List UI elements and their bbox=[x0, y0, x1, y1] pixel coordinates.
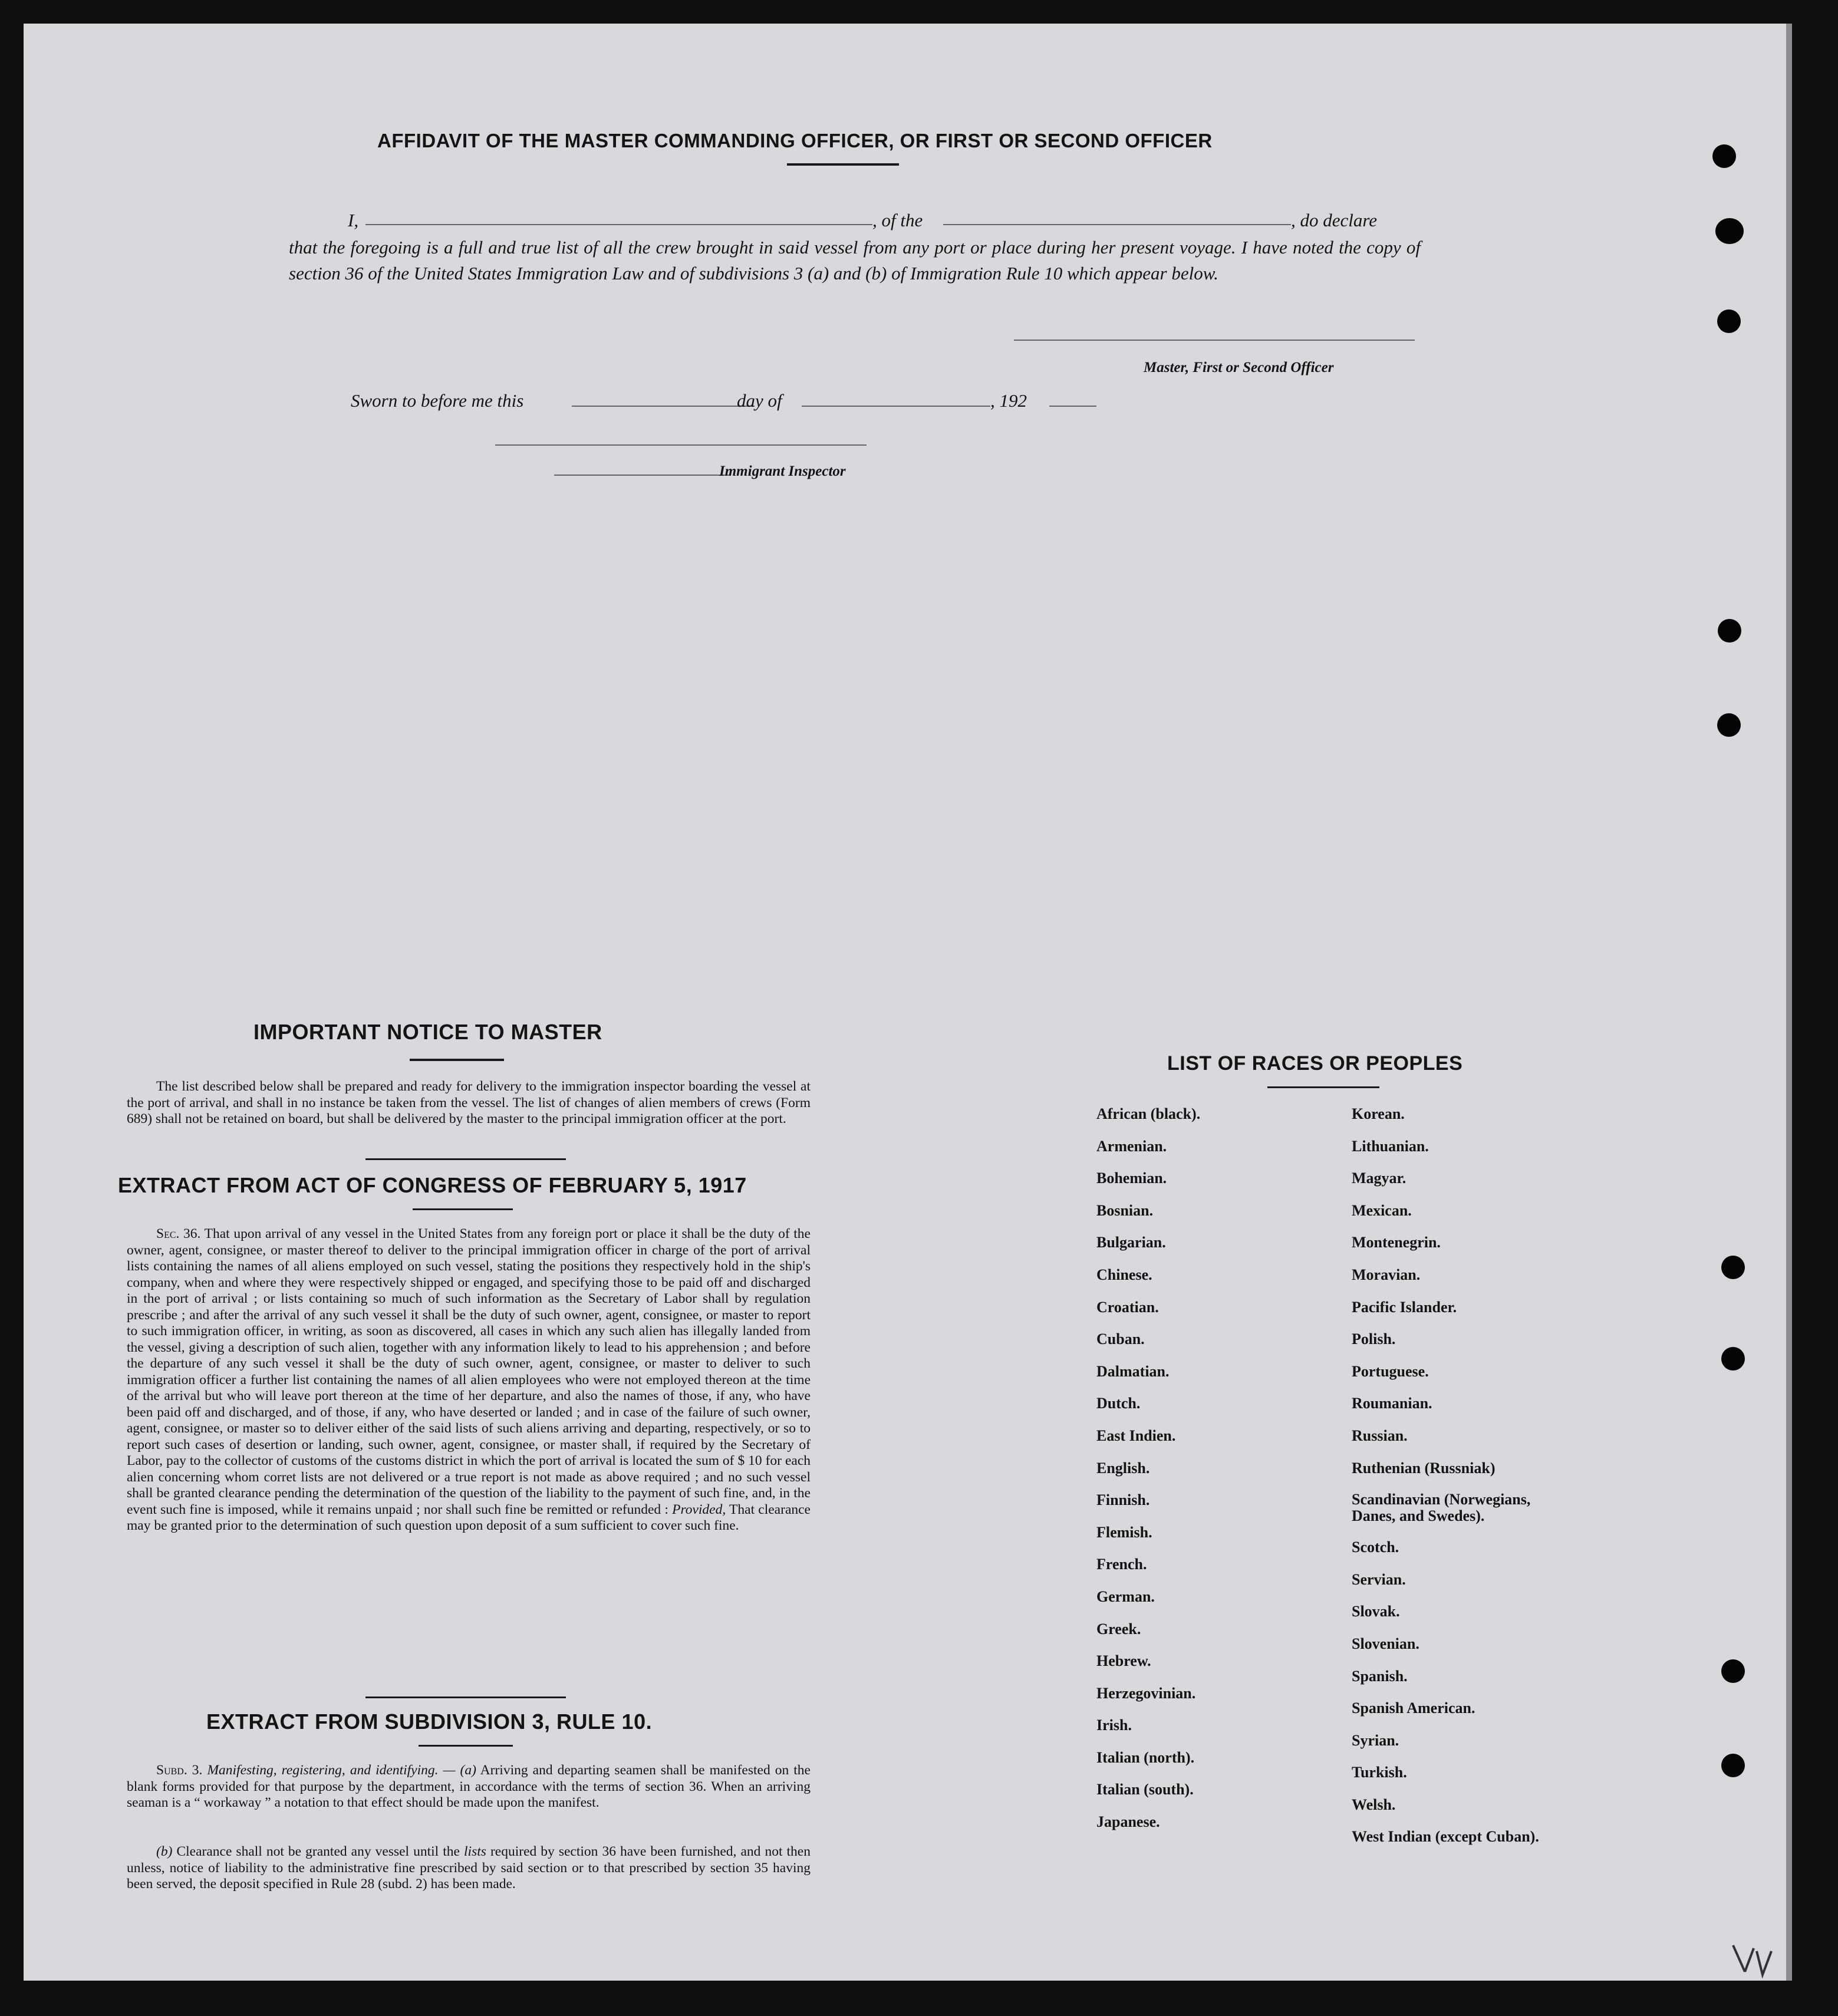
extract-rule-part-b: (b) Clearance shall not be granted any vessel until the lists required by section 36 have been furnished, and not then unless, notice of liability to the administrative fine prescribed by said section or to that prescribed by section 35 having been served, the deposit specified in Rule 28 (subd. 2) has been made. bbox=[127, 1844, 811, 1892]
race-item: Servian. bbox=[1352, 1570, 1406, 1588]
races-right-column bbox=[1352, 1105, 1576, 1860]
races-left-column bbox=[1096, 1105, 1200, 1846]
race-item: Slovak. bbox=[1352, 1603, 1400, 1620]
name-blank[interactable] bbox=[365, 224, 872, 225]
race-item: Moravian. bbox=[1352, 1266, 1421, 1283]
races-underline bbox=[1267, 1086, 1379, 1088]
race-item: Armenian. bbox=[1096, 1137, 1167, 1155]
extract-act-body: Sec. 36. That upon arrival of any vessel in the United States from any foreign port or place it shall be the duty of the owner, agent, consignee, or master thereof to deliver to the principal immigration officer in charge of the port of arrival lists containing the names of all aliens employed on such vessel, stating the positions they respectively hold in the ship's company, when and where they were respectively shipped or engaged, and specifying those to be paid off and discharged in the port of arrival ; or lists containing so much of such information as the Secretary of Labor shall by regulation prescribe ; and after the arrival of any such vessel it shall be the duty of such owner, agent, consignee, or master to report to such immigration officer, in writing, as soon as discovered, all cases in which any such alien has illegally landed from the vessel, giving a description of such alien, together with any information likely to lead to his apprehension ; and before the departure of any such vessel it shall be the duty of such owner, agent, consignee, or master to deliver to such immigration officer a further list containing the names of all alien employees who were not employed thereon at the time of the arrival but who will leave port thereon at the time of her departure, and also the names of those, if any, who have been paid off and discharged, and of those, if any, who have deserted or landed ; and in case of the failure of such owner, agent, consignee, or master so to deliver either of the said lists of such aliens arriving and departing, respectively, or so to report such cases of desertion or landing, such owner, agent, consignee, or master shall, if required by the Secretary of Labor, pay to the collector of customs of the customs district in which the port of arrival is located the sum of $ 10 for each alien concerning whom corret lists are not delivered or a true report is not made as above required ; and no such vessel shall be granted clearance pending the determination of the question of the liability to the payment of such fine, and, in the event such fine is imposed, while it remains unpaid ; nor shall such fine be remitted or refunded : Provided, That clearance may be granted prior to the determination of such question upon deposit of a sum sufficient to cover such fine. bbox=[127, 1226, 811, 1533]
punch-hole bbox=[1721, 1659, 1745, 1683]
affidavit-title: AFFIDAVIT OF THE MASTER COMMANDING OFFICER, OR FIRST OR SECOND OFFICER bbox=[377, 130, 1213, 151]
race-item: Spanish American. bbox=[1352, 1699, 1475, 1717]
notice-title: IMPORTANT NOTICE TO MASTER bbox=[253, 1020, 602, 1044]
race-item: Dutch. bbox=[1096, 1395, 1141, 1412]
extract-act-divider bbox=[365, 1697, 566, 1698]
race-item: Croatian. bbox=[1096, 1298, 1159, 1316]
race-item: Herzegovinian. bbox=[1096, 1684, 1196, 1702]
notice-underline bbox=[410, 1059, 504, 1061]
affidavit-of-the-label: , of the bbox=[872, 210, 923, 230]
extract-rule-title: EXTRACT FROM SUBDIVISION 3, RULE 10. bbox=[206, 1709, 653, 1734]
race-item: Italian (north). bbox=[1096, 1748, 1195, 1766]
race-item: Flemish. bbox=[1096, 1523, 1152, 1541]
race-item: Polish. bbox=[1352, 1330, 1396, 1348]
race-item: Syrian. bbox=[1352, 1731, 1399, 1749]
race-item: Irish. bbox=[1096, 1717, 1132, 1734]
affidavit-do-declare: , do declare bbox=[1291, 210, 1378, 230]
race-item: Ruthenian (Russniak) bbox=[1352, 1459, 1496, 1477]
punch-hole bbox=[1718, 619, 1741, 643]
race-item: Finnish. bbox=[1096, 1491, 1150, 1509]
inspector-short-line bbox=[554, 475, 731, 476]
race-item: Slovenian. bbox=[1352, 1635, 1419, 1652]
race-item: African (black). bbox=[1096, 1105, 1201, 1122]
race-item: Magyar. bbox=[1352, 1170, 1407, 1187]
sworn-year-blank[interactable] bbox=[1049, 406, 1096, 407]
inspector-signature-line[interactable] bbox=[495, 444, 867, 446]
affidavit-body: that the foregoing is a full and true list of all the crew brought in said vessel from any port or place during her present voyage. I have noted the copy of section 36 of the United States Immigration Law and of subdivisions 3 (a) and (b) of Immigration Rule 10 which appear below. bbox=[289, 237, 1421, 284]
race-item: Greek. bbox=[1096, 1620, 1141, 1638]
race-item: Portuguese. bbox=[1352, 1362, 1429, 1380]
race-item: Bosnian. bbox=[1096, 1201, 1154, 1219]
race-item: Spanish. bbox=[1352, 1667, 1408, 1685]
race-item: Turkish. bbox=[1352, 1764, 1407, 1781]
handwritten-mark bbox=[1727, 1939, 1780, 1981]
extract-rule-part-a: Subd. 3. Manifesting, registering, and identifying. — (a) Arriving and departing seamen shall be manifested on the blank forms provided for that purpose by the department, in accordance with the terms of section 36. When an arriving seaman is a “ workaway ” a notation to that effect should be made upon the manifest. bbox=[127, 1763, 811, 1810]
punch-hole bbox=[1715, 218, 1744, 244]
race-item: Korean. bbox=[1352, 1105, 1405, 1122]
races-title: LIST OF RACES OR PEOPLES bbox=[1167, 1052, 1463, 1075]
race-item: Russian. bbox=[1352, 1427, 1408, 1444]
notice-divider bbox=[365, 1158, 566, 1160]
notice-body: The list described below shall be prepared and ready for delivery to the immigration inspector boarding the vessel at the port of arrival, and shall in no instance be taken from the vessel. The list of changes of alien members of crews (Form 689) shall not be retained on board, but shall be delivered by the master to the principal immigration officer at the port. bbox=[127, 1079, 811, 1126]
race-item: Scotch. bbox=[1352, 1539, 1399, 1556]
extract-act-underline bbox=[413, 1208, 513, 1210]
punch-hole bbox=[1721, 1754, 1745, 1777]
race-item: Bohemian. bbox=[1096, 1170, 1167, 1187]
race-item: Roumanian. bbox=[1352, 1395, 1432, 1412]
signature-line[interactable] bbox=[1014, 340, 1415, 341]
race-item: Hebrew. bbox=[1096, 1652, 1151, 1670]
inspector-caption: Immigrant Inspector bbox=[719, 463, 846, 479]
sworn-month-blank[interactable] bbox=[802, 406, 990, 407]
race-item: Cuban. bbox=[1096, 1330, 1145, 1348]
race-item: German. bbox=[1096, 1587, 1155, 1605]
race-item: Dalmatian. bbox=[1096, 1362, 1170, 1380]
race-item: French. bbox=[1096, 1556, 1147, 1573]
race-item: Montenegrin. bbox=[1352, 1234, 1441, 1251]
vessel-blank[interactable] bbox=[943, 224, 1291, 225]
race-item: English. bbox=[1096, 1459, 1150, 1477]
race-item: Bulgarian. bbox=[1096, 1234, 1166, 1251]
race-item: Welsh. bbox=[1352, 1796, 1396, 1813]
year-label: , 192 bbox=[990, 390, 1027, 411]
race-item: Mexican. bbox=[1352, 1201, 1412, 1219]
punch-hole bbox=[1717, 713, 1741, 737]
race-item: Japanese. bbox=[1096, 1813, 1160, 1831]
punch-hole bbox=[1721, 1347, 1745, 1371]
title-underline bbox=[787, 163, 899, 166]
race-item: Italian (south). bbox=[1096, 1781, 1194, 1798]
race-item: Scandinavian (Norwegians, Danes, and Swedes). bbox=[1352, 1491, 1531, 1525]
race-item: Pacific Islander. bbox=[1352, 1298, 1457, 1316]
race-item: East Indien. bbox=[1096, 1427, 1176, 1444]
punch-hole bbox=[1712, 144, 1736, 168]
affidavit-i-label: I, bbox=[348, 210, 359, 230]
document-page bbox=[24, 24, 1792, 1981]
race-item: West Indian (except Cuban). bbox=[1352, 1828, 1539, 1846]
day-of-label: day of bbox=[737, 390, 782, 411]
signature-caption: Master, First or Second Officer bbox=[1144, 360, 1334, 375]
race-item: Chinese. bbox=[1096, 1266, 1152, 1283]
punch-hole bbox=[1721, 1256, 1745, 1279]
sworn-label: Sworn to before me this bbox=[351, 390, 524, 411]
race-item: Lithuanian. bbox=[1352, 1137, 1429, 1155]
sworn-day-blank[interactable] bbox=[572, 406, 755, 407]
punch-hole bbox=[1717, 309, 1741, 333]
extract-rule-underline bbox=[419, 1745, 513, 1747]
extract-act-title: EXTRACT FROM ACT OF CONGRESS OF FEBRUARY 5, 1917 bbox=[118, 1173, 747, 1197]
